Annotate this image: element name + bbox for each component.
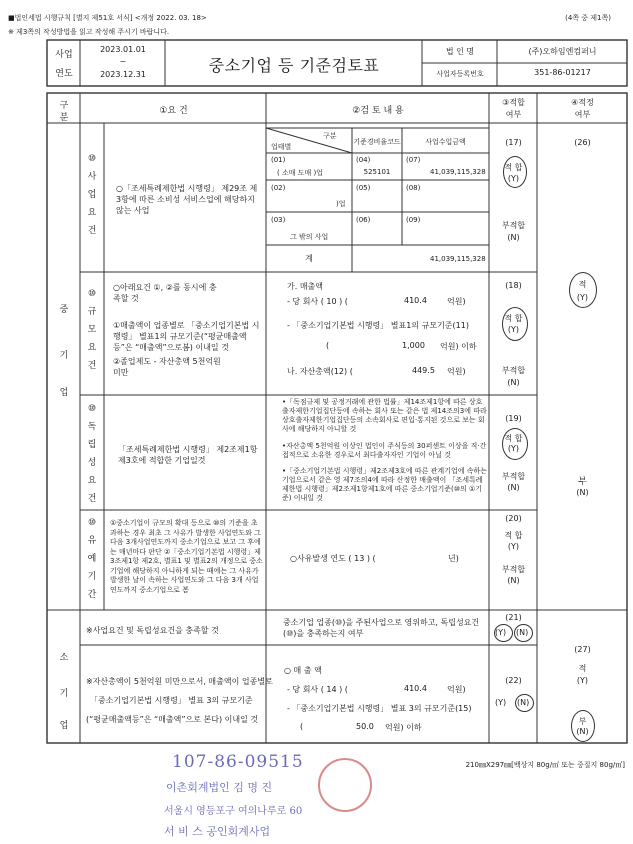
col-requirement-header: ①요 건 bbox=[159, 106, 188, 116]
grid-head-business-type: 업태별 bbox=[271, 143, 292, 151]
sec102-selected-mark bbox=[502, 307, 528, 341]
small2-col4-selected-mark bbox=[571, 710, 595, 742]
grid-r1-type: ( 소매 도매 )업 bbox=[277, 169, 323, 177]
sme-label-char-3: 업 bbox=[59, 388, 69, 398]
sec102-standard-open: ( bbox=[326, 341, 330, 350]
small1-review: 중소기업 업종(⑩)을 주된사업으로 영위하고, 독립성요건(⑩)을 충족하는지 여부 bbox=[283, 618, 480, 638]
sec103-review-2: •자산총액 5천억원 이상인 법인이 주식등의 30퍼센트 이상을 직·간접적으로 소유한 경우로서 최다출자자인 기업이 아닐 것 bbox=[282, 442, 487, 459]
sec102-fit-no: (18) bbox=[505, 281, 522, 290]
col-fit4-header-2: 여부 bbox=[574, 110, 591, 119]
sec102-company-revenue-value: 410.4 bbox=[404, 296, 427, 305]
col-fit4-header: ④적정 bbox=[571, 98, 594, 107]
sec102-req-c: ②졸업제도 - 자산총액 5천억원 미만 bbox=[113, 357, 221, 377]
sec103-col4-n: (N) bbox=[576, 488, 589, 497]
sec102-col4-y: (Y) bbox=[576, 293, 589, 302]
sec104-review-end: 년) bbox=[448, 554, 459, 563]
small2-req-2: 「중소기업기본법 시행령」 별표 3의 규모기준 bbox=[90, 696, 253, 705]
small2-standard-open: ( bbox=[300, 722, 304, 731]
sec101-fit-n: (N) bbox=[507, 233, 520, 242]
grid-head-category: 구분 bbox=[323, 132, 337, 140]
sec102-req-b: ①매출액이 업종별로 「중소기업기본법 시행령」 별표1의 규모기준(“평균매출액등”은 “매출액”으로봄) 이내일 것 bbox=[113, 321, 260, 352]
sec103-fit-fail: 부적합 bbox=[501, 472, 526, 481]
grid-r3-revenue-no: (09) bbox=[406, 216, 421, 224]
sec104-fit-yes: 적 합 bbox=[504, 531, 523, 540]
grid-r2-no: (02) bbox=[271, 184, 286, 192]
col-fit3-header: ③적합 bbox=[502, 98, 525, 107]
sec102-assets: 나. 자산총액(12) ( bbox=[287, 367, 353, 376]
small-label-char-2: 기 bbox=[59, 689, 69, 699]
sec104-review: ○사유발생 연도 ( 13 ) ( bbox=[290, 554, 376, 563]
paper-spec: 210㎜X297㎜[백상지 80g/㎡ 또는 중질지 80g/㎡] bbox=[465, 761, 625, 769]
grid-r1-no: (01) bbox=[271, 156, 286, 164]
business-year-label: 사업 bbox=[55, 50, 73, 60]
sec104-requirement: ①중소기업이 규모의 확대 등으로 ⑩의 기준을 초과하는 경우 최초 그 사유가 발생한 사업연도와 그 다음 3개사업연도까지 중소기업으로 보고 그 후에는 매년마다 판단 ②「중소기업기본법 시행령」제3조제1항 제2호, 별표1 및 별표2의 개정으로 중소기업에 해당하지 아니하게 되는 때에는 그 사유가 발생한 날이 속하는 사업연도와 그 다음 3개 사업연도까지 중소기업으로 봄 bbox=[110, 519, 263, 594]
sec101-fit-fail: 부적합 bbox=[501, 221, 526, 230]
grid-r2-revenue-no: (08) bbox=[406, 184, 421, 192]
sec102-assets-unit: 억원) bbox=[447, 367, 466, 376]
sec103-selected-mark bbox=[502, 428, 528, 460]
sec102-rev-heading: 가. 매출액 bbox=[287, 282, 323, 291]
sec103-fit-no: (19) bbox=[505, 414, 522, 423]
small1-n: (N) bbox=[516, 628, 529, 637]
small1-requirement: ※사업요건 및 독립성요건을 충족할 것 bbox=[86, 626, 219, 635]
sec101-fit-yes: 적 합 bbox=[504, 163, 523, 172]
sec104-fit-fail: 부적합 bbox=[501, 565, 526, 574]
sec101-requirement: ○「조세특례제한법 시행령」 제29조 제3항에 따른 소비성 서비스업에 해당하지 않는 사업 bbox=[116, 184, 258, 215]
grid-r1-code-no: (04) bbox=[356, 156, 371, 164]
small1-y: (Y) bbox=[495, 628, 507, 637]
corp-name-label: 법 인 명 bbox=[445, 47, 475, 56]
grid-head-expense-code: 기준경비율코드 bbox=[353, 138, 401, 146]
sec102-fit-yes: 적 합 bbox=[504, 314, 523, 323]
small-label-char-1: 소 bbox=[59, 653, 69, 663]
small-label-char-3: 업 bbox=[59, 721, 69, 731]
sec101-fit-no: (17) bbox=[505, 138, 522, 147]
small2-n: (N) bbox=[517, 698, 530, 707]
small2-company-revenue-unit: 억원) bbox=[447, 685, 466, 694]
col-fit3-header-2: 여부 bbox=[505, 110, 522, 119]
corp-name-value: (주)오하임엔컴퍼니 bbox=[528, 47, 597, 56]
small2-standard-unit: 억원) 이하 bbox=[385, 723, 422, 732]
sec102-assets-value: 449.5 bbox=[412, 366, 435, 375]
grid-r1-revenue: 41,039,115,328 bbox=[430, 168, 486, 176]
sec103-review-3: •「중소기업기본법 시행령」제2조제3호에 따른 관계기업에 속하는 기업으로서 같은 영 제7조의4에 따라 산정한 매출액이 「조세특례제한법 시행령」제2조제1항제1호에 따른 중소기업기준(⑩의 ①기준) 이내일 것 bbox=[282, 467, 487, 502]
sec103-requirement: 「조세특례제한법 시행령」 제2조제1항제3호에 적합한 기업일것 bbox=[118, 445, 258, 465]
sec103-label: ⑩독립성요건 bbox=[87, 404, 97, 504]
grid-r3-type: 그 밖의 사업 bbox=[290, 233, 329, 241]
sme-label-char-1: 중 bbox=[59, 305, 69, 315]
sec102-standard-value: 1,000 bbox=[402, 341, 425, 350]
date-tilde: ~ bbox=[119, 57, 127, 66]
stamp-business-type: 서 비 스 공인회계사업 bbox=[164, 825, 271, 838]
sec104-fit-n: (N) bbox=[507, 576, 520, 585]
grid-total-value: 41,039,115,328 bbox=[430, 255, 486, 263]
sec104-label: ⑩유예기간 bbox=[87, 518, 97, 600]
form-rule-reference: ■법인세법 시행규칙 [별지 제51호 서식] <개정 2022. 03. 18> bbox=[8, 14, 207, 22]
sec103-fit-n: (N) bbox=[507, 483, 520, 492]
reg-no-label: 사업자등록번호 bbox=[436, 70, 484, 78]
sec102-col4-fit: 적 bbox=[578, 280, 587, 289]
small2-rev-heading: ○ 매 출 액 bbox=[284, 666, 322, 675]
date-from: 2023.01.01 bbox=[100, 45, 146, 54]
sec104-fit-y: (Y) bbox=[507, 542, 520, 551]
grid-r3-no: (03) bbox=[271, 216, 286, 224]
sec102-standard-unit: 억원) 이하 bbox=[440, 342, 477, 351]
grid-r2-code-no: (05) bbox=[356, 184, 371, 192]
sec102-standard: - 「중소기업기본법 시행령」 별표1의 규모기준(11) bbox=[287, 321, 469, 330]
sme-label-char-2: 기 bbox=[59, 351, 69, 361]
grid-total-label: 계 bbox=[305, 254, 313, 263]
sec102-fit-n: (N) bbox=[507, 378, 520, 387]
small2-col4-not: 부 bbox=[578, 717, 587, 726]
sec101-fit-y: (Y) bbox=[507, 174, 520, 183]
grid-r1-code: 525101 bbox=[363, 168, 391, 176]
grid-head-revenue: 사업수입금액 bbox=[425, 138, 466, 146]
page-count: (4쪽 중 제1쪽) bbox=[565, 14, 611, 22]
stamp-firm-name: 이촌회계법인 김 명 진 bbox=[166, 781, 273, 794]
col-category-header: 구 bbox=[59, 101, 69, 111]
sec103-review-1: •「독점규제 및 공정거래에 관한 법률」제14조제1항에 따른 상호출자제한기업집단등에 속하는 회사 또는 같은 법 제14조의3에 따라 상호출자제한기업집단등의 소속회사로 편입·통지된 것으로 보는 회사에 해당하지 아니할 것 bbox=[282, 398, 487, 433]
small2-req-3: (“평균매출액등”은 “매출액”으로 본다) 이내일 것 bbox=[86, 715, 259, 724]
stamp-reg-no: 107-86-09515 bbox=[172, 752, 304, 772]
small2-standard-value: 50.0 bbox=[356, 722, 374, 731]
small2-company-revenue: - 당 회사 ( 14 ) ( bbox=[287, 685, 348, 694]
small2-no: (22) bbox=[505, 676, 522, 685]
official-seal-icon bbox=[318, 758, 372, 812]
sec101-label: ⑩사업요건 bbox=[87, 154, 97, 236]
small2-col4-fit: 적 bbox=[578, 664, 587, 673]
date-to: 2023.12.31 bbox=[100, 70, 146, 79]
sec103-fit-yes: 적 합 bbox=[504, 434, 523, 443]
small2-col4-y: (Y) bbox=[576, 676, 589, 685]
business-year-label-2: 연도 bbox=[55, 69, 73, 79]
sec101-selected-mark bbox=[503, 156, 527, 188]
sec102-label: ⑩규모요건 bbox=[87, 289, 97, 371]
sec102-fit-fail: 부적합 bbox=[501, 366, 526, 375]
sec104-fit-no: (20) bbox=[505, 514, 522, 523]
reg-no-value: 351-86-01217 bbox=[534, 68, 591, 77]
grid-r2-type: )업 bbox=[336, 200, 346, 208]
stamp-address: 서울시 영등포구 여의나루로 60 bbox=[164, 806, 303, 817]
grid-r3-code-no: (06) bbox=[356, 216, 371, 224]
grid-r1-revenue-no: (07) bbox=[406, 156, 421, 164]
col-category-header-2: 분 bbox=[59, 113, 69, 123]
form-title: 중소기업 등 기준검토표 bbox=[208, 56, 380, 75]
sec101-col4-no: (26) bbox=[574, 138, 591, 147]
sec103-fit-y: (Y) bbox=[507, 444, 520, 453]
small2-n-mark bbox=[515, 694, 534, 712]
sec102-company-revenue: - 당 회사 ( 10 ) ( bbox=[287, 297, 348, 306]
sec102-fit-y: (Y) bbox=[507, 325, 520, 334]
small2-standard: - 「중소기업기본법 시행령」 별표 3의 규모기준(15) bbox=[287, 704, 472, 713]
col-review-header: ②검 토 내 용 bbox=[352, 106, 404, 116]
small1-n-mark bbox=[514, 624, 533, 642]
small1-no: (21) bbox=[505, 613, 522, 622]
small1-y-mark bbox=[494, 624, 513, 642]
small2-y: (Y) bbox=[495, 698, 507, 707]
small2-company-revenue-value: 410.4 bbox=[404, 684, 427, 693]
form-notice: ※ 제3쪽의 작성방법을 읽고 작성해 주시기 바랍니다. bbox=[8, 28, 170, 36]
small2-col4-n: (N) bbox=[576, 727, 589, 736]
small2-col4-no: (27) bbox=[574, 645, 591, 654]
sec102-col4-selected-mark bbox=[569, 272, 597, 308]
sec102-req-a: ○아래요건 ①, ②를 동시에 충족할 것 bbox=[113, 283, 217, 303]
sec102-company-revenue-unit: 억원) bbox=[447, 297, 466, 306]
small2-req-1: ※자산총액이 5천억원 미만으로서, 매출액이 업종별로 bbox=[86, 677, 273, 686]
sec103-col4-not: 부 bbox=[578, 477, 587, 487]
